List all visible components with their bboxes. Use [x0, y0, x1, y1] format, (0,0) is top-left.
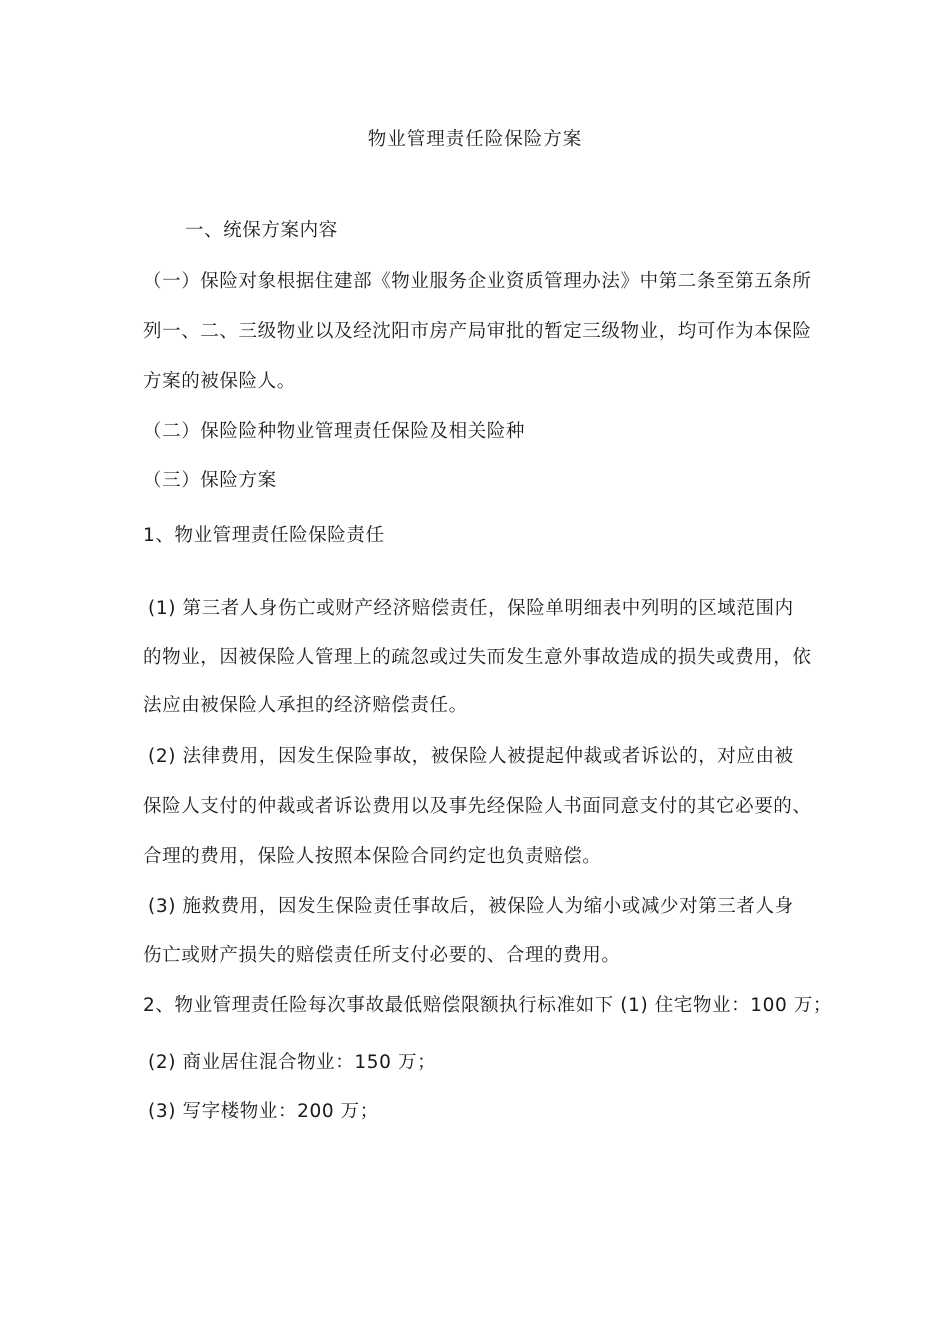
- paragraph-line: （一）保险对象根据住建部《物业服务企业资质管理办法》中第二条至第五条所: [143, 271, 812, 292]
- paragraph-line: （二）保险险种物业管理责任保险及相关险种: [143, 421, 526, 442]
- list-item-line: 法应由被保险人承担的经济赔偿责任。: [143, 695, 468, 716]
- list-item-line: 保险人支付的仲裁或者诉讼费用以及事先经保险人书面同意支付的其它必要的、: [143, 796, 812, 817]
- list-item-line: 伤亡或财产损失的赔偿责任所支付必要的、合理的费用。: [143, 945, 621, 966]
- list-item-line: (3) 施救费用，因发生保险责任事故后，被保险人为缩小或减少对第三者人身: [148, 896, 794, 917]
- section-heading: 一、统保方案内容: [185, 220, 338, 241]
- list-item-line: 合理的费用，保险人按照本保险合同约定也负责赔偿。: [143, 846, 602, 867]
- paragraph-line: （三）保险方案: [143, 470, 277, 491]
- subsection-heading: 1、物业管理责任险保险责任: [143, 525, 385, 546]
- list-item-line: (1) 第三者人身伤亡或财产经济赔偿责任，保险单明细表中列明的区域范围内: [148, 598, 794, 619]
- list-item-line: (3) 写字楼物业：200 万；: [148, 1101, 379, 1122]
- list-item-line: 2、物业管理责任险每次事故最低赔偿限额执行标准如下 (1) 住宅物业：100 万；: [143, 995, 833, 1016]
- list-item-line: (2) 商业居住混合物业：150 万；: [148, 1052, 437, 1073]
- document-title: 物业管理责任险保险方案: [367, 129, 583, 150]
- paragraph-line: 方案的被保险人。: [143, 371, 296, 392]
- list-item-line: (2) 法律费用，因发生保险事故，被保险人被提起仲裁或者诉讼的，对应由被: [148, 746, 794, 767]
- paragraph-line: 列一、二、三级物业以及经沈阳市房产局审批的暂定三级物业，均可作为本保险: [143, 321, 812, 342]
- list-item-line: 的物业，因被保险人管理上的疏忽或过失而发生意外事故造成的损失或费用，依: [143, 647, 812, 668]
